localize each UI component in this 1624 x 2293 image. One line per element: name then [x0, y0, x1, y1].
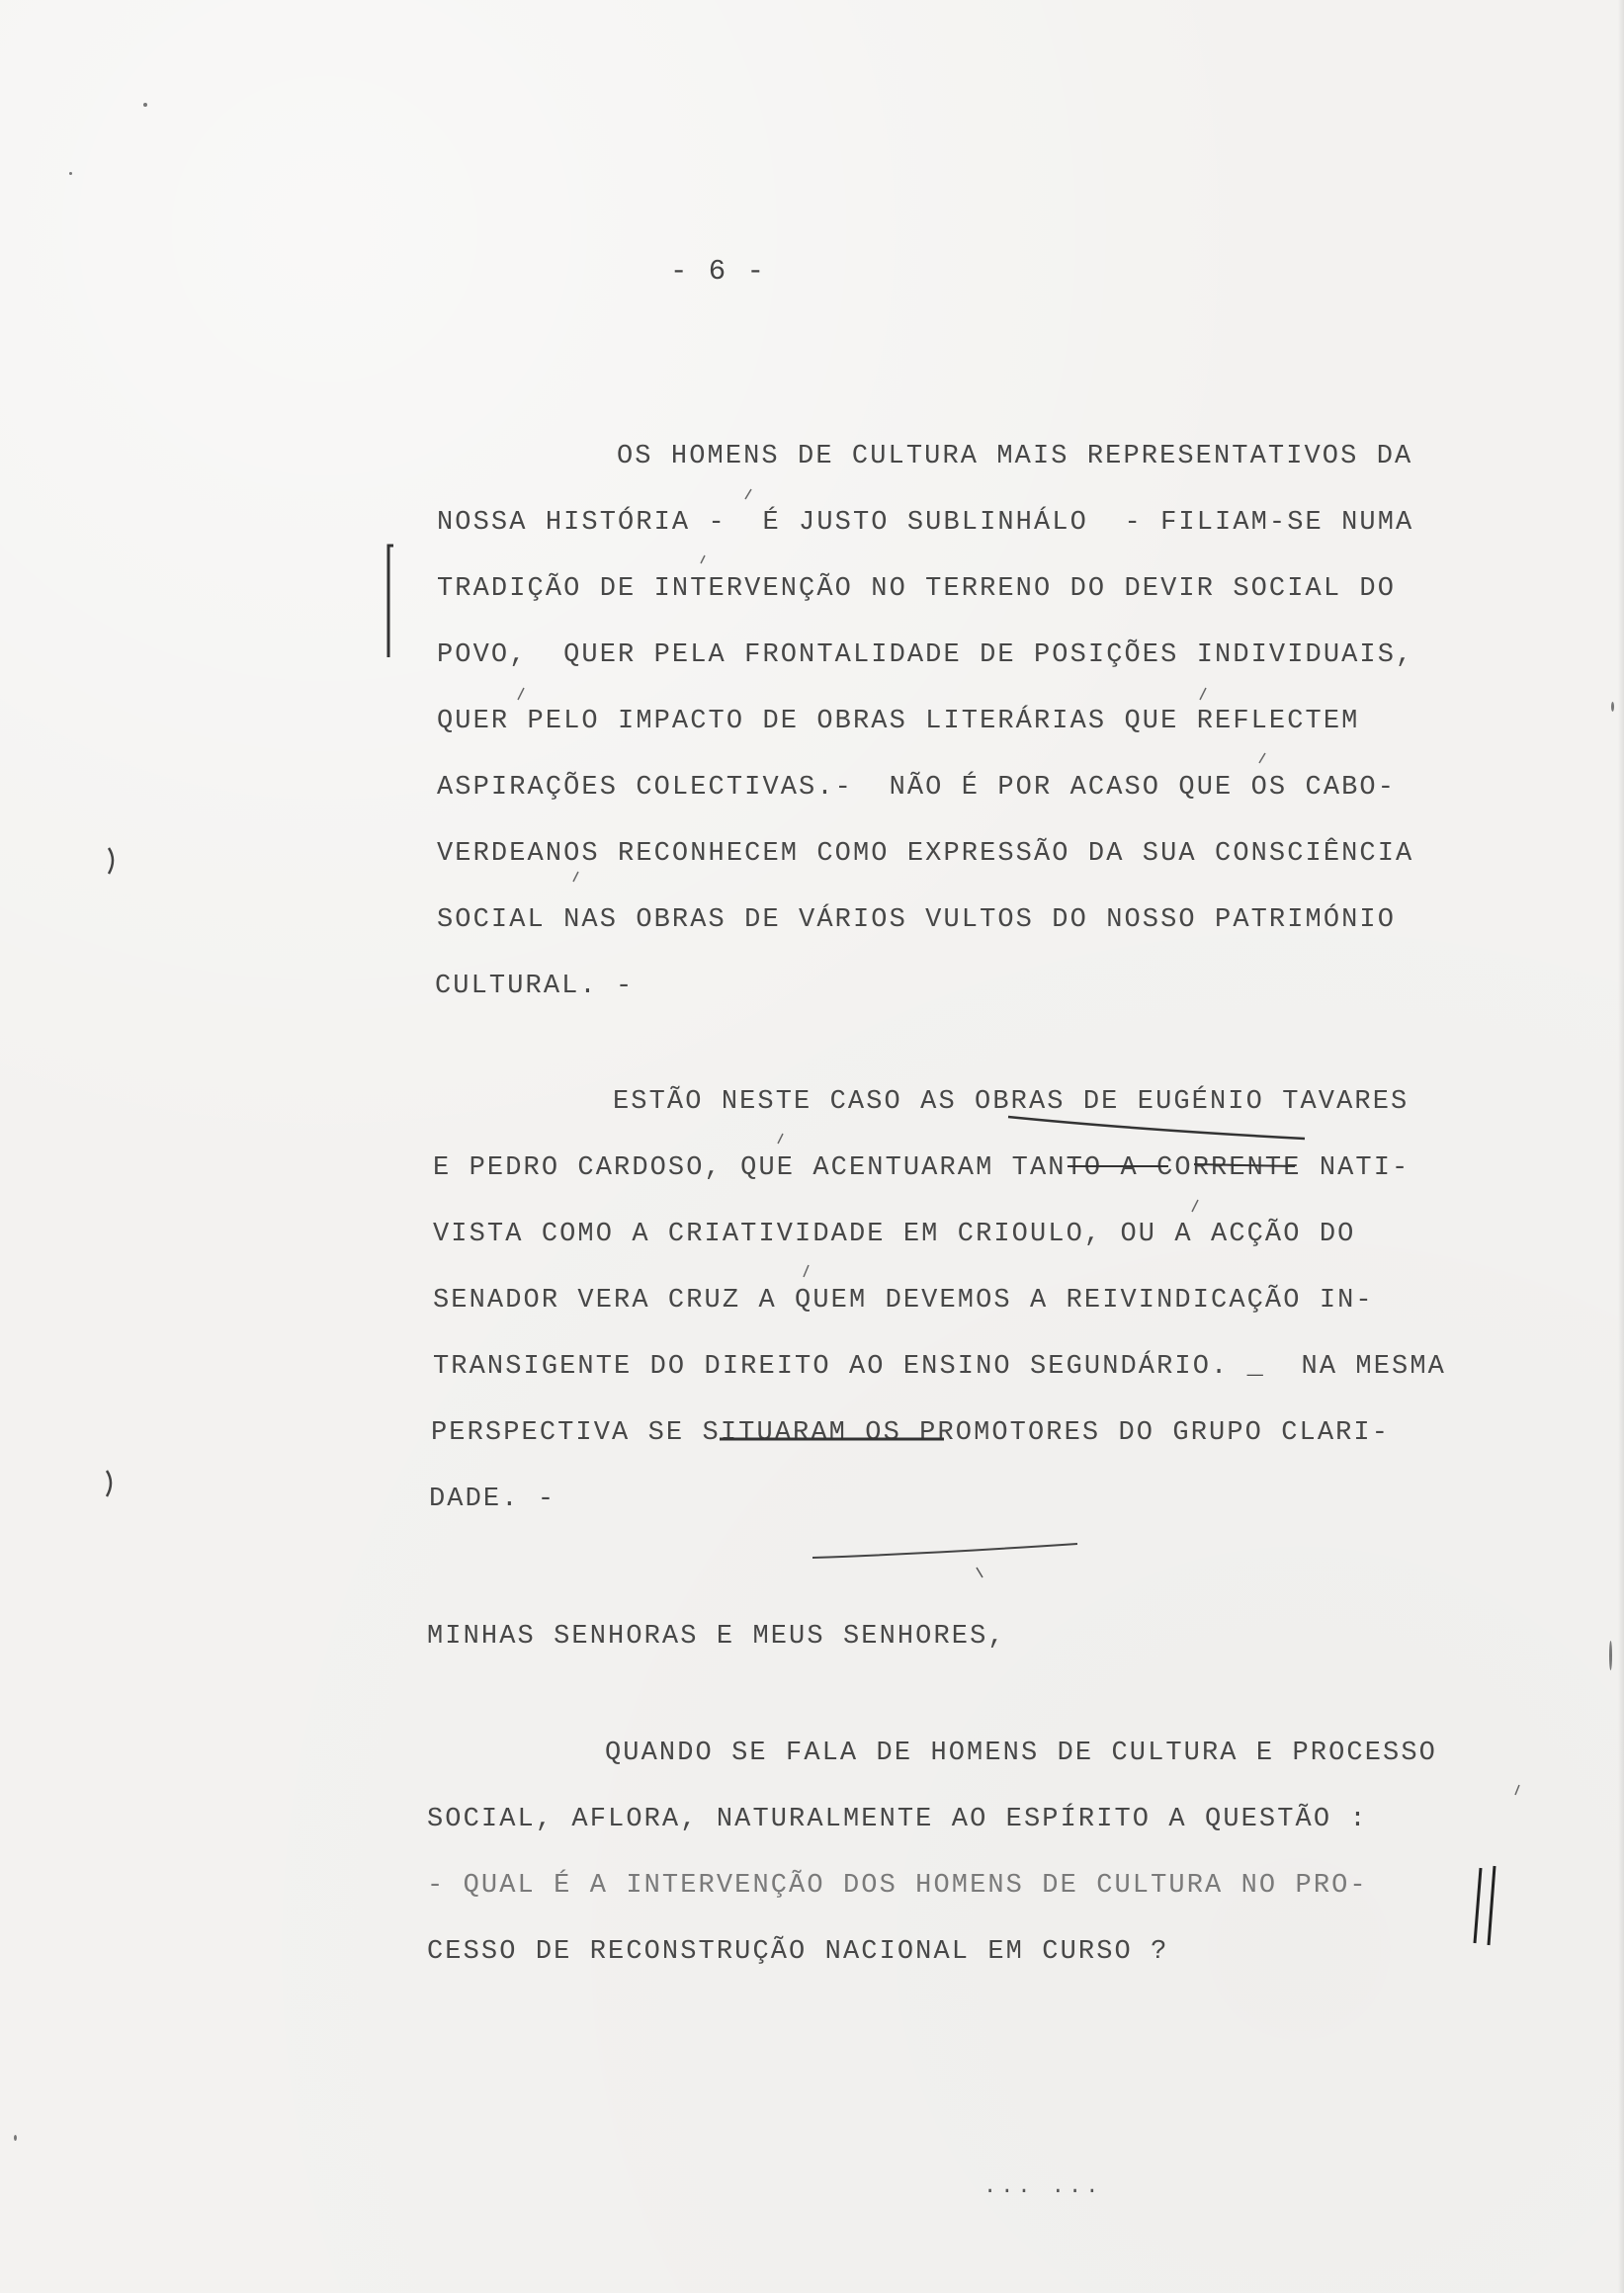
paragraph-2-line-4: SENADOR VERA CRUZ A QUEM DEVEMOS A REIVINDICAÇÃO IN-	[433, 1286, 1374, 1316]
paragraph-2-line-5: TRANSIGENTE DO DIREITO AO ENSINO SEGUNDÁRIO. _ NA MESMA	[433, 1352, 1446, 1382]
double-bar-icon-2	[1489, 1866, 1495, 1945]
paragraph-1-line-8: SOCIAL NAS OBRAS DE VÁRIOS VULTOS DO NOSSO PATRIMÓNIO	[437, 905, 1397, 935]
paragraph-1-line-3: TRADIÇÃO DE INTERVENÇÃO NO TERRENO DO DEVIR SOCIAL DO	[437, 574, 1397, 604]
page-number: - 6 -	[670, 255, 767, 288]
paragraph-2-line-1: ESTÃO NESTE CASO AS OBRAS DE EUGÉNIO TAVARES	[613, 1087, 1410, 1117]
underline-stroke	[1008, 1117, 1305, 1139]
margin-paren-icon-1	[109, 848, 113, 874]
continuation-marker: ... ...	[983, 2174, 1103, 2199]
paragraph-1-line-2: NOSSA HISTÓRIA - É JUSTO SUBLINHÁLO - FILIAM-SE NUMA	[437, 508, 1414, 538]
scan-edge	[1618, 0, 1624, 2293]
paragraph-2-line-2: E PEDRO CARDOSO, QUE ACENTUARAM TANTO A CORRENTE NATI-	[433, 1153, 1410, 1183]
paragraph-4-line-1: QUANDO SE FALA DE HOMENS DE CULTURA E PROCESSO	[605, 1739, 1437, 1768]
paragraph-2-line-3: VISTA COMO A CRIATIVIDADE EM CRIOULO, OU A ACÇÃO DO	[433, 1220, 1356, 1249]
paragraph-4-line-2: SOCIAL, AFLORA, NATURALMENTE AO ESPÍRITO A QUESTÃO :	[427, 1805, 1368, 1834]
paragraph-1-line-5: QUER PELO IMPACTO DE OBRAS LITERÁRIAS QUE REFLECTEM	[437, 707, 1360, 736]
paragraph-2-line-7: DADE. -	[429, 1485, 556, 1514]
paragraph-1-line-7: VERDEANOS RECONHECEM COMO EXPRESSÃO DA SUA CONSCIÊNCIA	[437, 839, 1414, 869]
margin-paren-icon-2	[107, 1471, 111, 1496]
paragraph-1-line-9: CULTURAL. -	[435, 972, 635, 1001]
separator-tick	[977, 1568, 983, 1577]
paragraph-4-line-4: CESSO DE RECONSTRUÇÃO NACIONAL EM CURSO ?	[427, 1937, 1169, 1967]
paragraph-1-line-4: POVO, QUER PELA FRONTALIDADE DE POSIÇÕES INDIVIDUAIS,	[437, 640, 1414, 670]
margin-bracket-icon	[388, 546, 393, 657]
double-bar-icon-1	[1475, 1868, 1481, 1943]
paragraph-1-line-6: ASPIRAÇÕES COLECTIVAS.- NÃO É POR ACASO QUE OS CABO-	[437, 773, 1397, 803]
paragraph-2-line-6: PERSPECTIVA SE SITUARAM OS PROMOTORES DO GRUPO CLARI-	[431, 1418, 1391, 1448]
strike-corrente	[1194, 1164, 1295, 1166]
separator-flourish	[812, 1544, 1077, 1558]
paragraph-1-line-1: OS HOMENS DE CULTURA MAIS REPRESENTATIVOS DA	[617, 442, 1413, 471]
salutation: MINHAS SENHORAS E MEUS SENHORES,	[427, 1622, 1006, 1652]
paragraph-4-line-3: - QUAL É A INTERVENÇÃO DOS HOMENS DE CULTURA NO PRO-	[427, 1871, 1368, 1901]
